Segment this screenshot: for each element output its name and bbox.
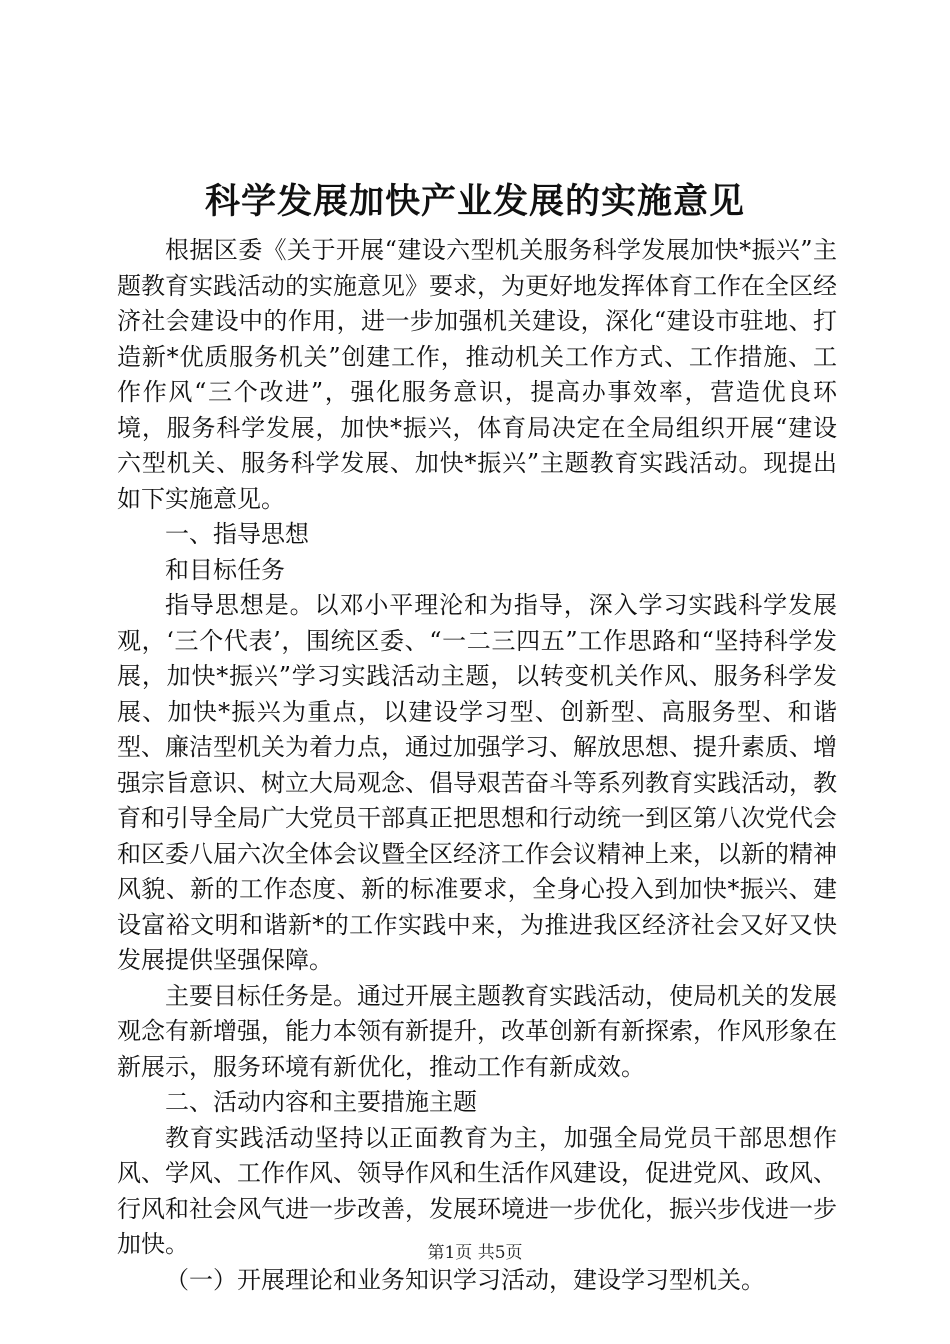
heading-guiding-thought: 一、指导思想 bbox=[165, 520, 309, 548]
subheading-learning-activity: （一）开展理论和业务知识学习活动，建设学习型机关。 bbox=[165, 1265, 765, 1294]
document-body bbox=[117, 233, 837, 1298]
page-footer: 第1页 共5页 bbox=[427, 1243, 523, 1263]
heading-activity-content: 二、活动内容和主要措施主题 bbox=[165, 1088, 477, 1116]
heading-goals-tasks: 和目标任务 bbox=[165, 555, 285, 584]
paragraph-main-goals: 主要目标任务是。通过开展主题教育实践活动，使局机关的发展观念有新增强，能力本领有新提升，改革创新有新探索，作风形象在新展示，服务环境有新优化，推动工作有新成效。 bbox=[117, 981, 837, 1081]
paragraph-education-practice: 教育实践活动坚持以正面教育为主，加强全局党员干部思想作风、学风、工作作风、领导作风和生活作风建设，促进党风、政风、行风和社会风气进一步改善，发展环境进一步优化，振兴步伐进一步加快。 bbox=[117, 1123, 837, 1258]
paragraph-guiding-thought: 指导思想是。以邓小平理沦和为指导，深入学习实践科学发展观，‘三个代表’，围统区委、“一二三四五”工作思路和“坚持科学发展，加快*振兴”学习实践活动主题，以转变机关作风、服务科学发展、加快*振兴为重点，以建设学习型、创新型、高服务型、和谐型、廉洁型机关为着力点，通过加强学习、解放思想、提升素质、增强宗旨意识、树立大局观念、倡导艰苦奋斗等系列教育实践活动，教育和引导全局广大党员干部真正把思想和行动统一到区第八次党代会和区委八届六次全体会议暨全区经济工作会议精神上来，以新的精神风貌、新的工作态度、新的标准要求，全身心投入到加快*振兴、建设富裕文明和谐新*的工作实践中来，为推进我区经济社会又好又快发展提供坚强保障。 bbox=[117, 591, 837, 974]
paragraph-intro: 根据区委《关于开展“建设六型机关服务科学发展加快*振兴”主题教育实践活动的实施意见》要求，为更好地发挥体育工作在全区经济社会建设中的作用，进一步加强机关建设，深化“建设市驻地、打造新*优质服务机关”创建工作，推动机关工作方式、工作措施、工作作风“三个改进”，强化服务意识，提高办事效率，营造优良环境，服务科学发展，加快*振兴，体育局决定在全局组织开展“建设六型机关、服务科学发展、加快*振兴”主题教育实践活动。现提出如下实施意见。 bbox=[117, 236, 837, 513]
document-title: 科学发展加快产业发展的实施意见 bbox=[204, 181, 745, 222]
